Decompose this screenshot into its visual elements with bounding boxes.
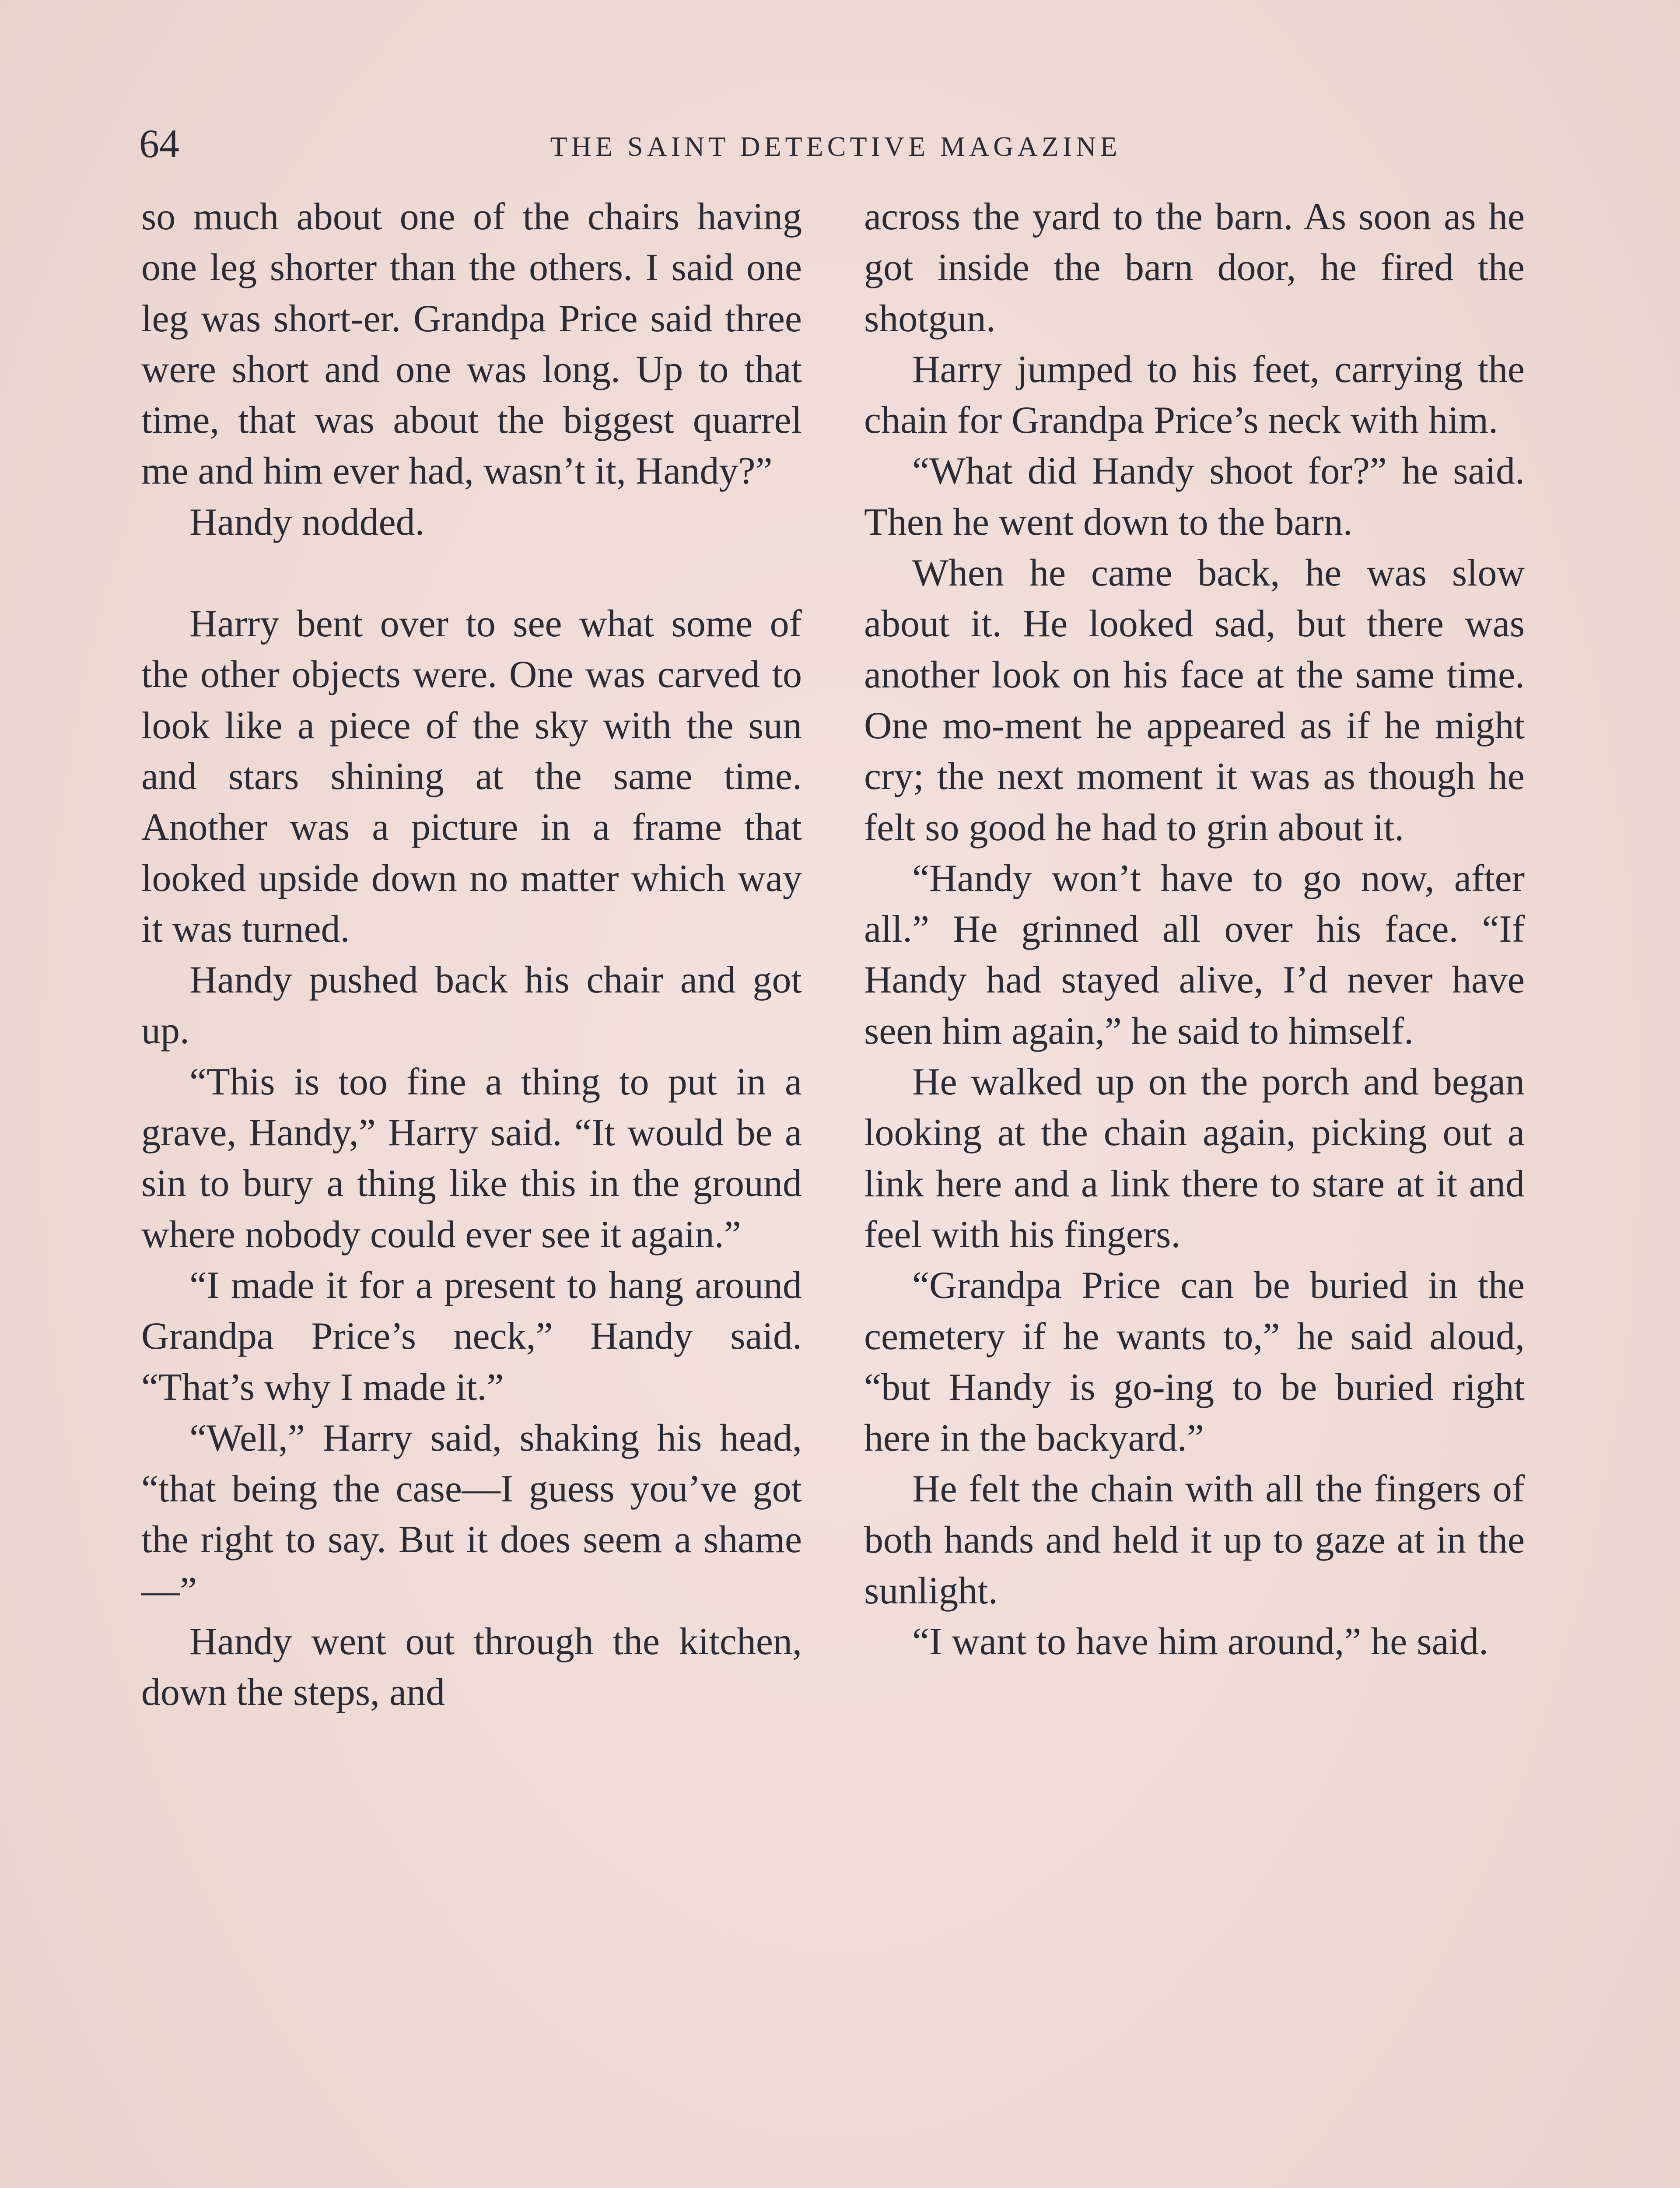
paragraph: “I want to have him around,” he said. <box>912 1620 1489 1663</box>
paragraph: “Grandpa Price can be buried in the cemetery if he wants to,” he said aloud, “but Handy is go-ing to be buried right here in the backyard.” <box>864 1264 1525 1460</box>
paragraph: Handy nodded. <box>189 501 425 543</box>
page-number: 64 <box>139 121 179 166</box>
right-column <box>864 192 1525 1668</box>
paragraph: “What did Handy shoot for?” he said. Then he went down to the barn. <box>864 450 1525 543</box>
paragraph: “Well,” Harry said, shaking his head, “that being the case—I guess you’ve got the right to say. But it does seem a shame—” <box>141 1417 802 1612</box>
paragraph: When he came back, he was slow about it. He looked sad, but there was another look on his face at the same time. One mo-ment he appeared as if he might cry; the next moment it was as though he felt so good he had to grin about it. <box>864 552 1525 849</box>
paragraph: “I made it for a present to hang around Grandpa Price’s neck,” Handy said. “That’s why I made it.” <box>141 1264 802 1409</box>
paragraph: “This is too fine a thing to put in a grave, Handy,” Harry said. “It would be a sin to bury a thing like this in the ground where nobody could ever see it again.” <box>141 1060 802 1256</box>
paragraph: across the yard to the barn. As soon as he got inside the barn door, he fired the shotgun. <box>864 196 1525 340</box>
paragraph: Handy pushed back his chair and got up. <box>141 959 802 1052</box>
paragraph: Harry jumped to his feet, carrying the chain for Grandpa Price’s neck with him. <box>864 348 1525 442</box>
paragraph: “Handy won’t have to go now, after all.” He grinned all over his face. “If Handy had stayed alive, I’d never have seen him again,” he said to himself. <box>864 857 1525 1052</box>
paragraph: so much about one of the chairs having one leg shorter than the others. I said one leg was short-er. Grandpa Price said three were short and one was long. Up to that time, that was about the biggest quarrel me and him ever had, wasn’t it, Handy?” <box>141 196 802 493</box>
paragraph: Harry bent over to see what some of the other objects were. One was carved to look like a piece of the sky with the sun and stars shining at the same time. Another was a picture in a frame that looked upside down no matter which way it was turned. <box>141 603 802 950</box>
paragraph: He walked up on the porch and began looking at the chain again, picking out a link here and a link there to stare at it and feel with his fingers. <box>864 1061 1525 1256</box>
paragraph: Handy went out through the kitchen, down the steps, and <box>141 1620 802 1714</box>
paragraph: He felt the chain with all the fingers of both hands and held it up to gaze at in the sunlight. <box>864 1468 1525 1613</box>
running-head: THE SAINT DETECTIVE MAGAZINE <box>550 131 1121 162</box>
left-column <box>141 192 802 1718</box>
